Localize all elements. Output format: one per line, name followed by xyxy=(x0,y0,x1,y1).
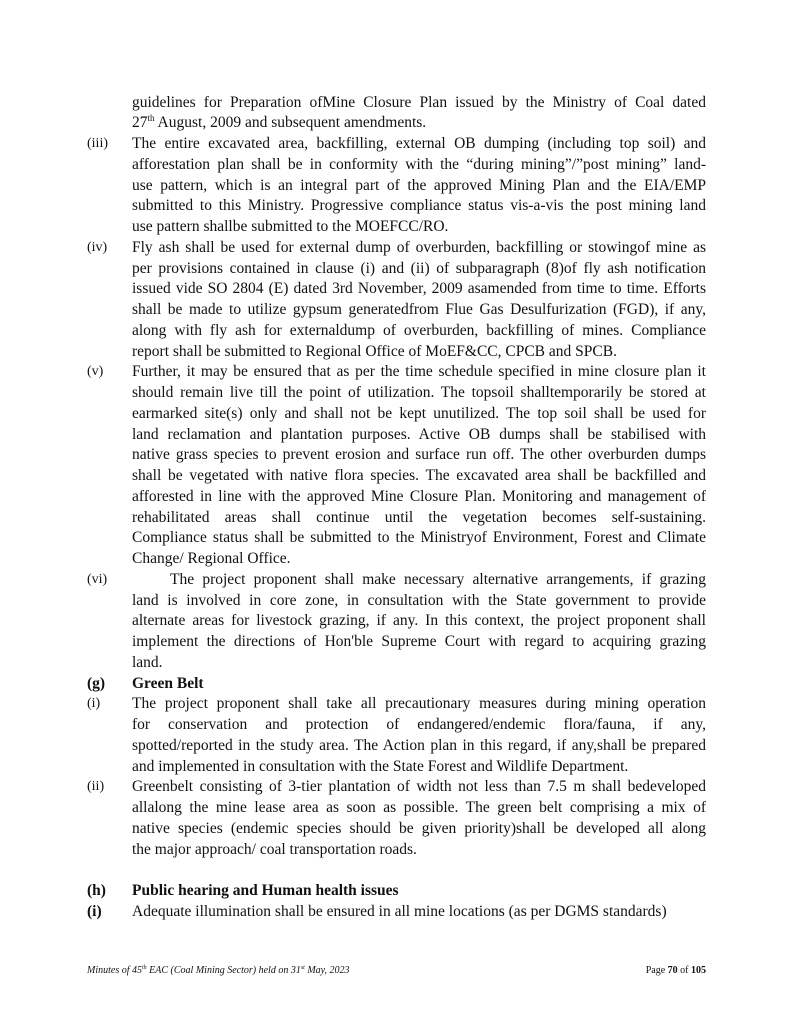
page-number: 70 xyxy=(667,965,678,976)
item-label: (ii) xyxy=(87,779,105,795)
text-line: land. xyxy=(132,653,163,671)
footer-text: EAC (Coal Mining Sector) held on 31 xyxy=(146,965,301,976)
footer-text: Minutes of 45 xyxy=(87,965,142,976)
text-line: Public hearing and Human health issues xyxy=(132,882,399,900)
text-line: Change/ Regional Office. xyxy=(132,550,291,568)
item-label: (i) xyxy=(87,902,102,920)
text-line: native grass species to prevent erosion and surface run off. The other overburden dumps xyxy=(132,446,706,464)
item-label: (vi) xyxy=(87,571,108,587)
text-line: the major approach/ coal transportation roads. xyxy=(132,840,417,858)
section-heading xyxy=(87,881,706,902)
text-line: The project proponent shall make necessary alternative arrangements, if grazing xyxy=(170,570,706,588)
text-line: use pattern, which is an integral part of the approved Mining Plan and the EIA/EMP xyxy=(132,176,706,194)
superscript: th xyxy=(147,113,155,124)
text-line: Compliance status shall be submitted to the Ministryof Environment, Forest and Climate xyxy=(132,529,706,547)
page-word: Page xyxy=(645,965,668,976)
text-line: submitted to this Ministry. Progressive compliance status vis-a-vis the post mining land xyxy=(132,197,706,215)
text-line: Further, it may be ensured that as per the time schedule specified in mine closure plan it xyxy=(132,363,706,381)
paragraph xyxy=(87,902,706,923)
text-line: shall be vegetated with native flora species. The excavated area shall be backfilled and xyxy=(132,467,706,485)
text-line: shall be made to utilize gypsum generatedfrom Flue Gas Desulfurization (FGD), if any, xyxy=(132,301,706,319)
text-line: and implemented in consultation with the State Forest and Wildlife Department. xyxy=(132,757,629,775)
paragraph xyxy=(87,777,706,860)
text-line: rehabilitated areas shall continue until the vegetation becomes self-sustaining. xyxy=(132,508,706,526)
footer-sup: st xyxy=(300,965,305,971)
document-body xyxy=(87,93,706,923)
text-line: Fly ash shall be used for external dump of overburden, backfilling or stowingof mine as xyxy=(132,238,706,256)
text-line: along with fly ash for externaldump of overburden, backfilling of mines. Compliance xyxy=(132,321,706,339)
text-line: issued vide SO 2804 (E) dated 3rd November, 2009 asamended from time to time. Efforts xyxy=(132,280,706,298)
text-line: Greenbelt consisting of 3-tier plantation of width not less than 7.5 m shall bedeveloped xyxy=(132,778,706,796)
text-line: afforestation plan shall be in conformity with the “during mining”/”post mining” land- xyxy=(132,155,706,173)
footer-meeting-title xyxy=(87,964,350,978)
text-line: earmarked site(s) only and shall not be kept unutilized. The top soil shall be used for xyxy=(132,404,706,422)
text-segment: August, 2009 and subsequent amendments. xyxy=(154,114,427,132)
paragraph xyxy=(87,93,706,135)
item-label: (iv) xyxy=(87,239,108,255)
text-line: Adequate illumination shall be ensured in all mine locations (as per DGMS standards) xyxy=(132,902,667,920)
paragraph xyxy=(87,694,706,777)
page-indicator xyxy=(646,964,706,978)
text-line: should remain live till the point of utilization. The topsoil shalltemporarily be stored at xyxy=(132,384,706,402)
text-line: The entire excavated area, backfilling, external OB dumping (including top soil) and xyxy=(132,135,706,153)
item-label: (g) xyxy=(87,674,106,692)
item-label: (h) xyxy=(87,882,106,900)
text-line: land is involved in core zone, in consultation with the State government to provide xyxy=(132,591,706,609)
text-line: for conservation and protection of endangered/endemic flora/fauna, if any, xyxy=(132,716,706,734)
text-line: report shall be submitted to Regional Office of MoEF&CC, CPCB and SPCB. xyxy=(132,342,617,360)
item-label: (i) xyxy=(87,696,101,712)
text-line: per provisions contained in clause (i) and (ii) of subparagraph (8)of fly ash notification xyxy=(132,259,706,277)
paragraph xyxy=(87,570,706,674)
item-label: (v) xyxy=(87,364,104,380)
text-line: afforested in line with the approved Mine Closure Plan. Monitoring and management of xyxy=(132,487,706,505)
text-line: land reclamation and plantation purposes. Active OB dumps shall be stabilised with xyxy=(132,425,706,443)
text-line: Green Belt xyxy=(132,674,204,692)
paragraph xyxy=(87,362,706,570)
text-line: implement the directions of Hon'ble Supreme Court with regard to acquiring grazing xyxy=(132,633,706,651)
text-segment: 27 xyxy=(132,114,148,132)
text-line: The project proponent shall take all precautionary measures during mining operation xyxy=(132,695,706,713)
footer-text: May, 2023 xyxy=(304,965,350,976)
text-line: spotted/reported in the study area. The Action plan in this regard, if any,shall be prepared xyxy=(132,736,706,754)
of-word: of xyxy=(677,965,691,976)
item-label: (iii) xyxy=(87,136,108,152)
page-total: 105 xyxy=(691,965,706,976)
paragraph xyxy=(87,238,706,363)
text-line: native species (endemic species should be given priority)shall be developed all along xyxy=(132,819,706,837)
text-line: guidelines for Preparation ofMine Closure Plan issued by the Ministry of Coal dated xyxy=(132,93,706,111)
blank-line xyxy=(87,860,706,881)
text-line: allalong the mine lease area as soon as possible. The green belt comprising a mix of xyxy=(132,799,706,817)
paragraph xyxy=(87,134,706,238)
section-heading xyxy=(87,674,706,695)
text-line: alternate areas for livestock grazing, if any. In this context, the project proponent shall xyxy=(132,612,706,630)
text-line: use pattern shallbe submitted to the MOEFCC/RO. xyxy=(132,218,449,236)
text-line xyxy=(132,113,706,134)
footer-sup: th xyxy=(142,965,147,971)
